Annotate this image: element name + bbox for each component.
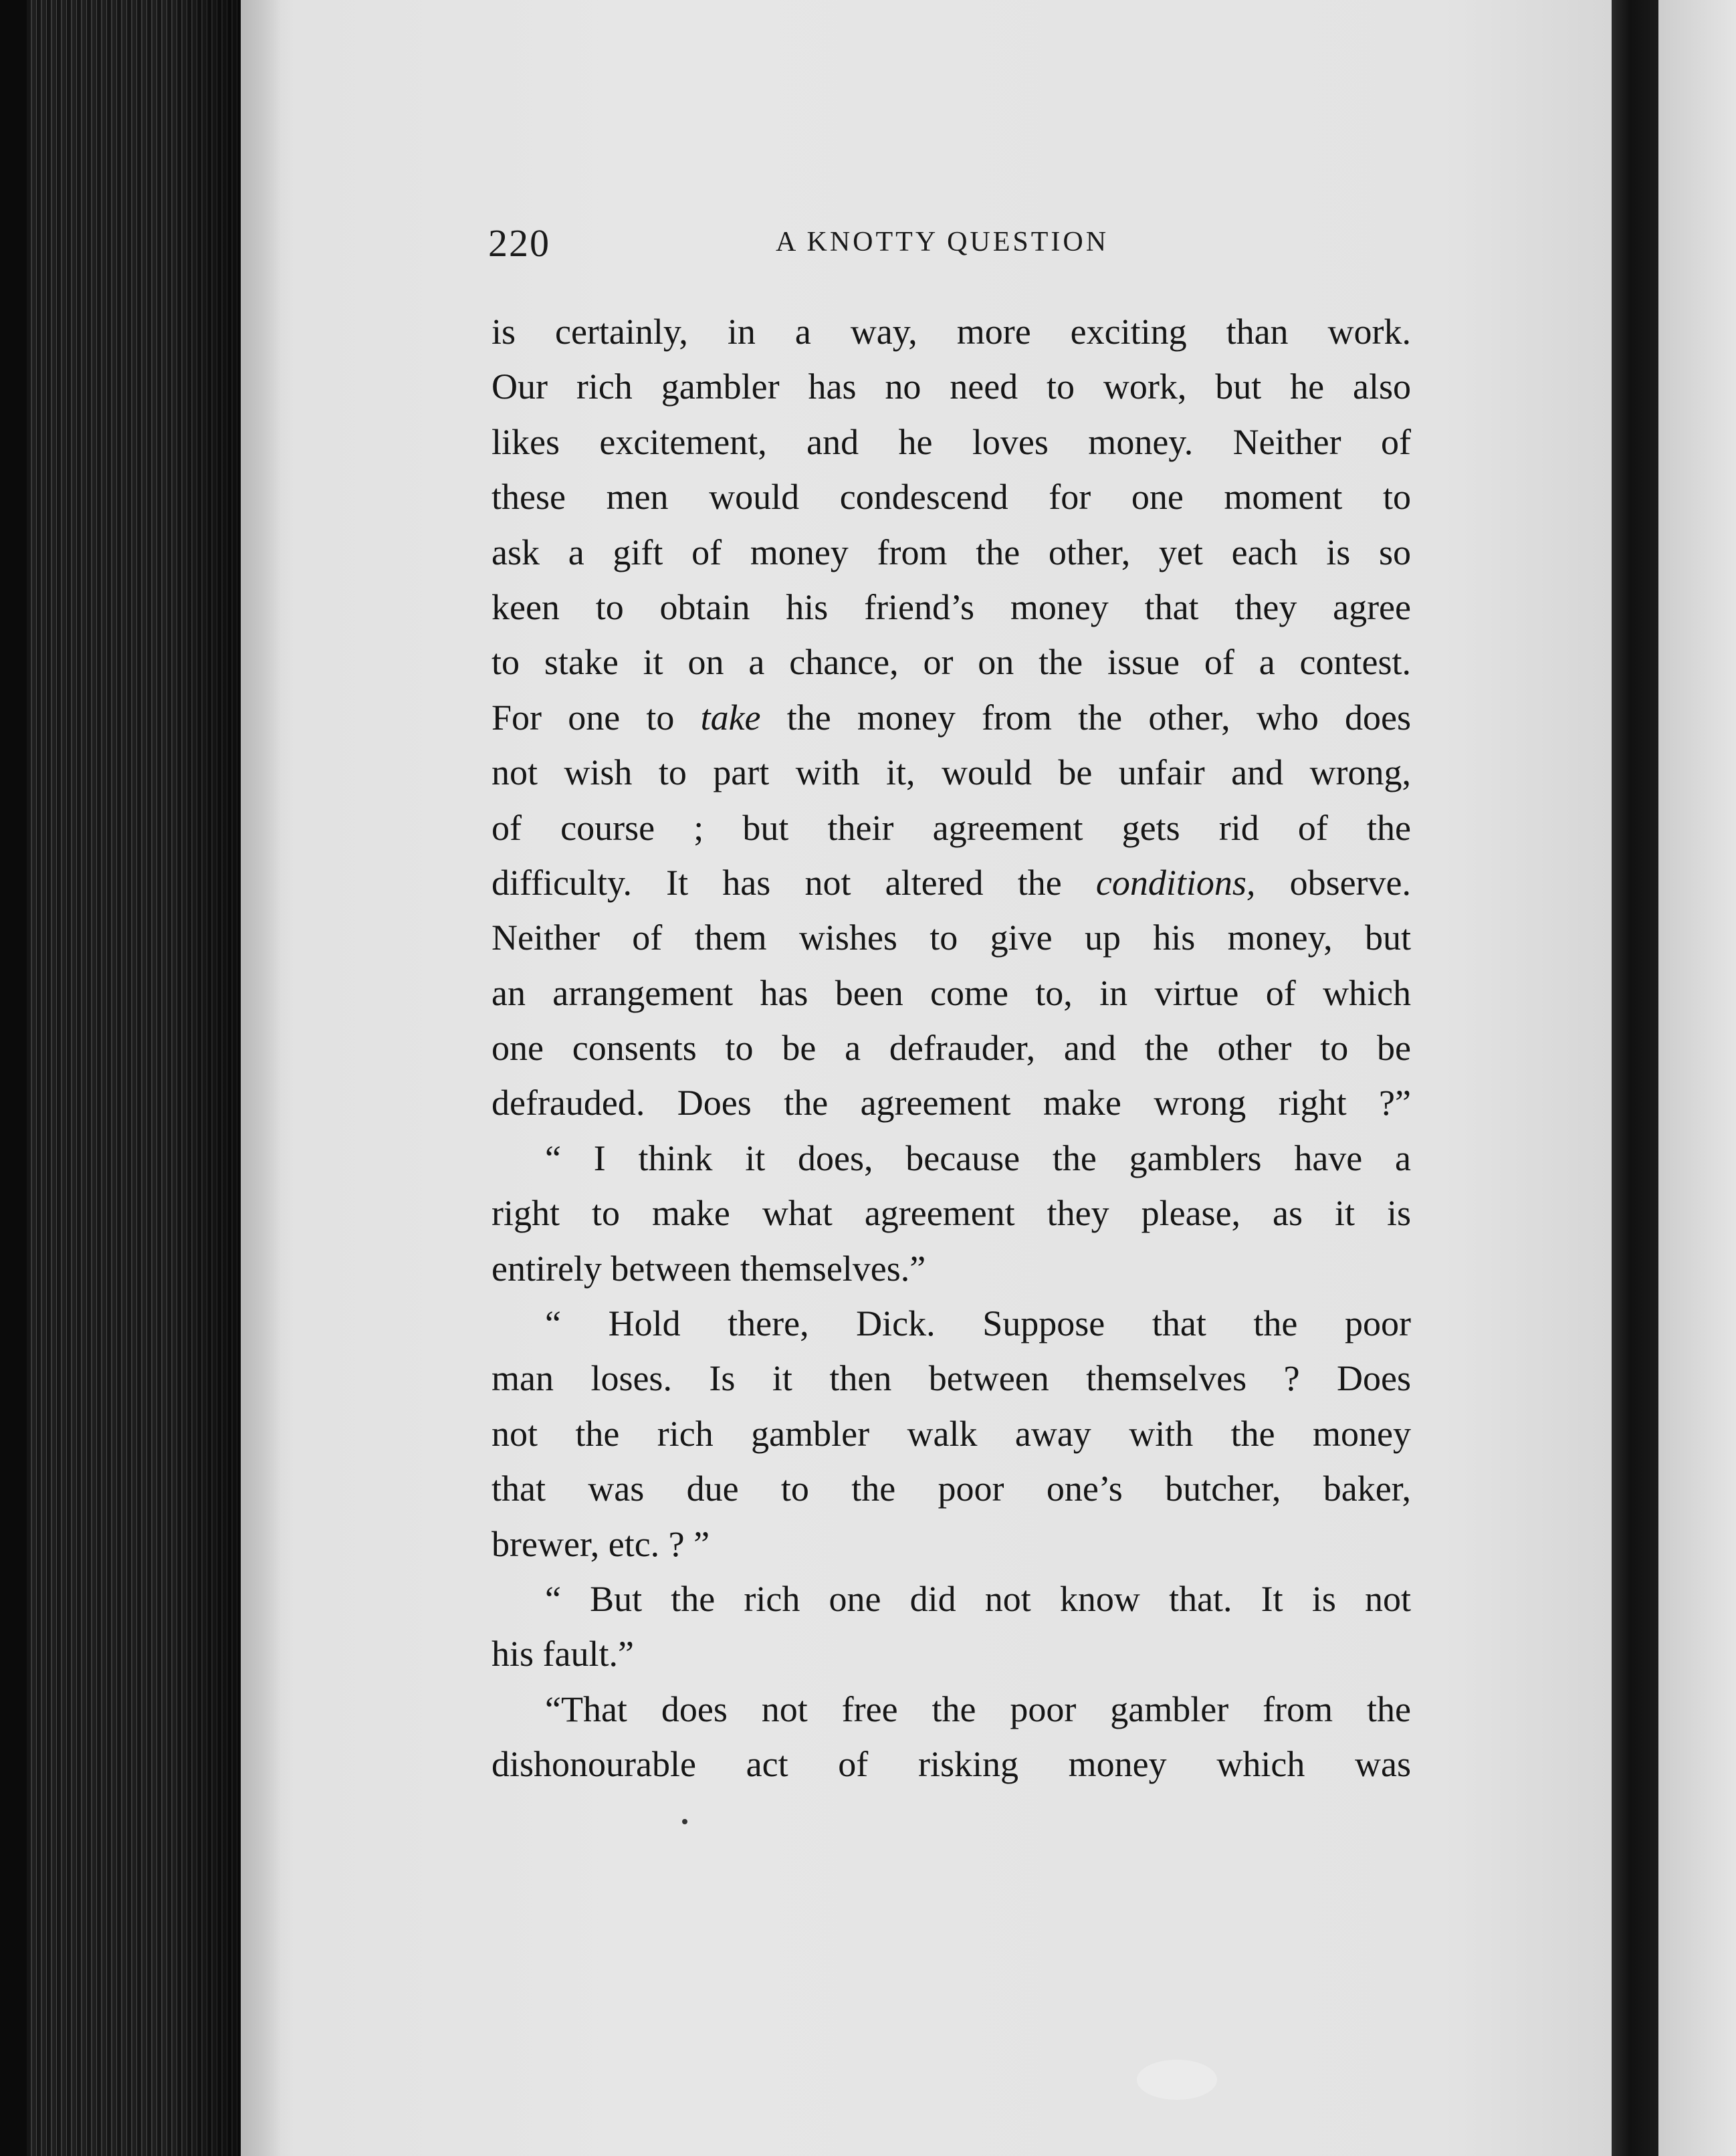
page-number: 220: [488, 221, 550, 265]
paper-speck: [682, 1819, 687, 1824]
running-title: A KNOTTY QUESTION: [776, 227, 1109, 257]
text-line: one consents to be a defrauder, and the other to be: [492, 1028, 1411, 1069]
page-header: [488, 221, 1411, 274]
line-segment: observe.: [1255, 862, 1412, 903]
text-line: these men would condescend for one moment to: [492, 477, 1411, 518]
italic-word: take: [700, 697, 761, 738]
text-line: likes excitement, and he loves money. Neither of: [492, 421, 1411, 462]
text-line: an arrangement has been come to, in virtue of which: [492, 972, 1411, 1013]
next-page-edge: [1658, 0, 1736, 2156]
line-segment: difficulty. It has not altered the: [492, 862, 1096, 903]
text-line: entirely between themselves.”: [492, 1248, 926, 1289]
text-line: is certainly, in a way, more exciting than work.: [492, 312, 1411, 352]
text-line: “ But the rich one did not know that. It is not: [545, 1578, 1411, 1619]
text-line: his fault.”: [492, 1634, 634, 1675]
text-line: brewer, etc. ? ”: [492, 1523, 710, 1564]
page-edges-shadow: [167, 0, 241, 2156]
text-line: Our rich gambler has no need to work, but he also: [492, 366, 1411, 407]
body-text: [492, 304, 1411, 1792]
text-line: man loses. Is it then between themselves ? Does: [492, 1358, 1411, 1399]
text-line: of course ; but their agreement gets rid of the: [492, 807, 1411, 848]
binding-strip: [1612, 0, 1658, 2156]
text-line: to stake it on a chance, or on the issue of a contest.: [492, 642, 1411, 683]
text-line: that was due to the poor one’s butcher, baker,: [492, 1469, 1411, 1509]
line-segment: the money from the other, who does: [760, 697, 1411, 738]
text-line: ask a gift of money from the other, yet each is so: [492, 532, 1411, 572]
text-line: dishonourable act of risking money which was: [492, 1744, 1411, 1785]
line-segment: For one to: [492, 697, 701, 738]
text-line: not wish to part with it, would be unfair and wrong,: [492, 752, 1411, 793]
italic-word: conditions,: [1095, 862, 1256, 903]
text-line: [492, 855, 1411, 910]
text-line: not the rich gambler walk away with the money: [492, 1413, 1411, 1454]
text-line: Neither of them wishes to give up his money, but: [492, 918, 1411, 958]
text-line: “That does not free the poor gambler from the: [545, 1689, 1411, 1729]
text-line: defrauded. Does the agreement make wrong right ?”: [492, 1083, 1411, 1123]
text-line: right to make what agreement they please, as it is: [492, 1193, 1411, 1234]
text-line: [492, 690, 1411, 745]
page-gutter: [241, 0, 281, 2156]
text-line: “ Hold there, Dick. Suppose that the poor: [545, 1303, 1411, 1344]
paper-speck: [1137, 2060, 1217, 2100]
text-line: “ I think it does, because the gamblers have a: [545, 1138, 1411, 1178]
text-line: keen to obtain his friend’s money that they agree: [492, 586, 1411, 627]
